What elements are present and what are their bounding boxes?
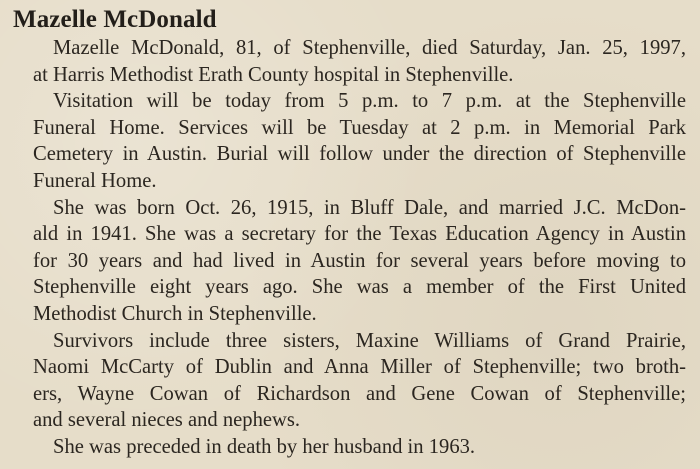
text-line: She was preceded in death by her husband in 1963. [53, 435, 476, 458]
text-line: Visitation will be today from 5 p.m. to 7 p.m. at the Stephenville [53, 90, 686, 113]
text-line: Stephenville eight years ago. She was a member of the First United [33, 276, 686, 299]
text-line: ald in 1941. She was a secretary for the Texas Education Agency in Austin [33, 223, 686, 246]
text-line: She was born Oct. 26, 1915, in Bluff Dale, and married J.C. McDon- [53, 196, 686, 219]
text-line: Mazelle McDonald, 81, of Stephenville, died Saturday, Jan. 25, 1997, [53, 37, 686, 59]
text-line: Naomi McCarty of Dublin and Anna Miller of Stephenville; two broth- [33, 356, 686, 379]
text-line: Methodist Church in Stephenville. [33, 302, 317, 325]
obituary-headline: Mazelle McDonald [13, 6, 217, 33]
text-line: Survivors include three sisters, Maxine Williams of Grand Prairie, [53, 329, 686, 352]
text-line: ers, Wayne Cowan of Richardson and Gene Cowan of Stephenville; [33, 382, 686, 405]
text-line: at Harris Methodist Erath County hospital in Stephenville. [33, 63, 514, 86]
text-line: for 30 years and had lived in Austin for several years before moving to [33, 249, 686, 272]
text-line: Funeral Home. Services will be Tuesday at 2 p.m. in Memorial Park [33, 116, 686, 139]
obituary-paragraph-death [13, 35, 686, 88]
obituary-paragraph-preceded [13, 434, 686, 461]
text-line: Funeral Home. [33, 169, 157, 192]
text-line: and several nieces and nephews. [33, 409, 301, 432]
obituary-paragraph-services [13, 88, 686, 194]
obituary-paragraph-survivors [13, 328, 686, 434]
obituary-paragraph-biography [13, 195, 686, 328]
text-line: Cemetery in Austin. Burial will follow under the direction of Stephenville [33, 143, 686, 166]
